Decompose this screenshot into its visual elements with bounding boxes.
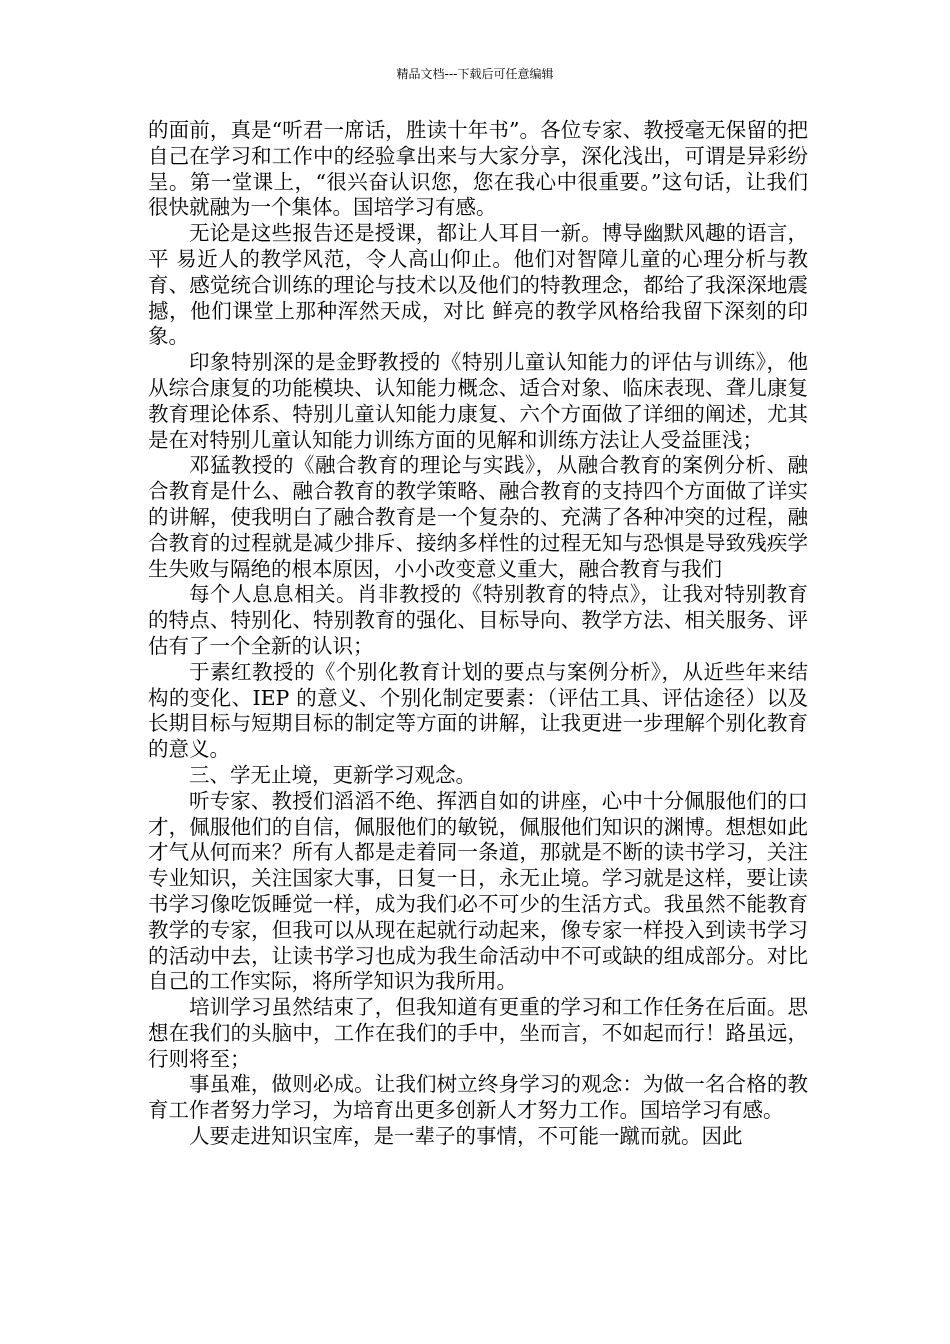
paragraph: 的面前，真是“听君一席话，胜读十年书”。各位专家、教授毫无保留的把自己在学习和工作中的经验拿出来与大家分享，深化浅出，可谓是异彩纷呈。第一堂课上，“很兴奋认识您，您在我心中很重要。”这句话，让我们很快就融为一个集体。国培学习有感。	[148, 118, 808, 220]
paragraph: 无论是这些报告还是授课，都让人耳目一新。博导幽默风趣的语言，平 易近人的教学风范，令人高山仰止。他们对智障儿童的心理分析与教育、感觉统合训练的理论与技术以及他们的特教理念，都给了我深深地震撼，他们课堂上那种浑然天成，对比 鲜亮的教学风格给我留下深刻的印象。	[148, 221, 808, 349]
paragraph: 于素红教授的《个别化教育计划的要点与案例分析》，从近些年来结构的变化、IEP 的意义、个别化制定要素：（评估工具、评估途径）以及长期目标与短期目标的制定等方面的讲解，让我更进一步理解个别化教育的意义。	[148, 659, 808, 762]
paragraph: 印象特别深的是金野教授的《特别儿童认知能力的评估与训练》，他从综合康复的功能模块、认知能力概念、适合对象、临床表现、聋儿康复教育理论体系、特别儿童认知能力康复、六个方面做了详细的阐述，尤其是在对特别儿童认知能力训练方面的见解和训练方法让人受益匪浅；	[148, 350, 808, 452]
section-heading: 三、学无止境，更新学习观念。	[189, 762, 476, 787]
paragraph: 培训学习虽然结束了，但我知道有更重的学习和工作任务在后面。思想在我们的头脑中，工作在我们的手中，坐而言，不如起而行！路虽远，行则将至；	[148, 995, 808, 1071]
document-body	[148, 118, 808, 1150]
paragraph: 人要走进知识宝库，是一辈子的事情，不可能一蹴而就。因此	[189, 1124, 743, 1149]
paragraph: 听专家、教授们滔滔不绝、挥洒自如的讲座，心中十分佩服他们的口才，佩服他们的自信，佩服他们的敏锐，佩服他们知识的渊博。想想如此才气从何而来？所有人都是走着同一条道，那就是不断的读书学习，关注专业知识，关注国家大事，日复一日，永无止境。学习就是这样，要让读书学习像吃饭睡觉一样，成为我们必不可少的生活方式。我虽然不能教育教学的专家，但我可以从现在起就行动起来，像专家一样投入到读书学习的活动中去，让读书学习也成为我生命活动中不可或缺的组成部分。对比自己的工作实际，将所学知识为我所用。	[148, 788, 808, 994]
paragraph: 事虽难，做则必成。让我们树立终身学习的观念：为做一名合格的教育工作者努力学习，为培育出更多创新人才努力工作。国培学习有感。	[148, 1072, 808, 1123]
paragraph: 每个人息息相关。肖非教授的《特别教育的特点》，让我对特别教育的特点、特别化、特别教育的强化、目标导向、教学方法、相关服务、评估有了一个全新的认识；	[148, 582, 808, 658]
paragraph: 邓猛教授的《融合教育的理论与实践》，从融合教育的案例分析、融合教育是什么、融合教育的教学策略、融合教育的支持四个方面做了详实的讲解，使我明白了融合教育是一个复杂的、充满了各种冲突的过程，融合教育的过程就是减少排斥、接纳多样性的过程无知与恐惧是导致残疾学生失败与隔绝的根本原因，小小改变意义重大，融合教育与我们	[148, 453, 808, 581]
page-header: 精品文档---下载后可任意编辑	[396, 67, 554, 81]
